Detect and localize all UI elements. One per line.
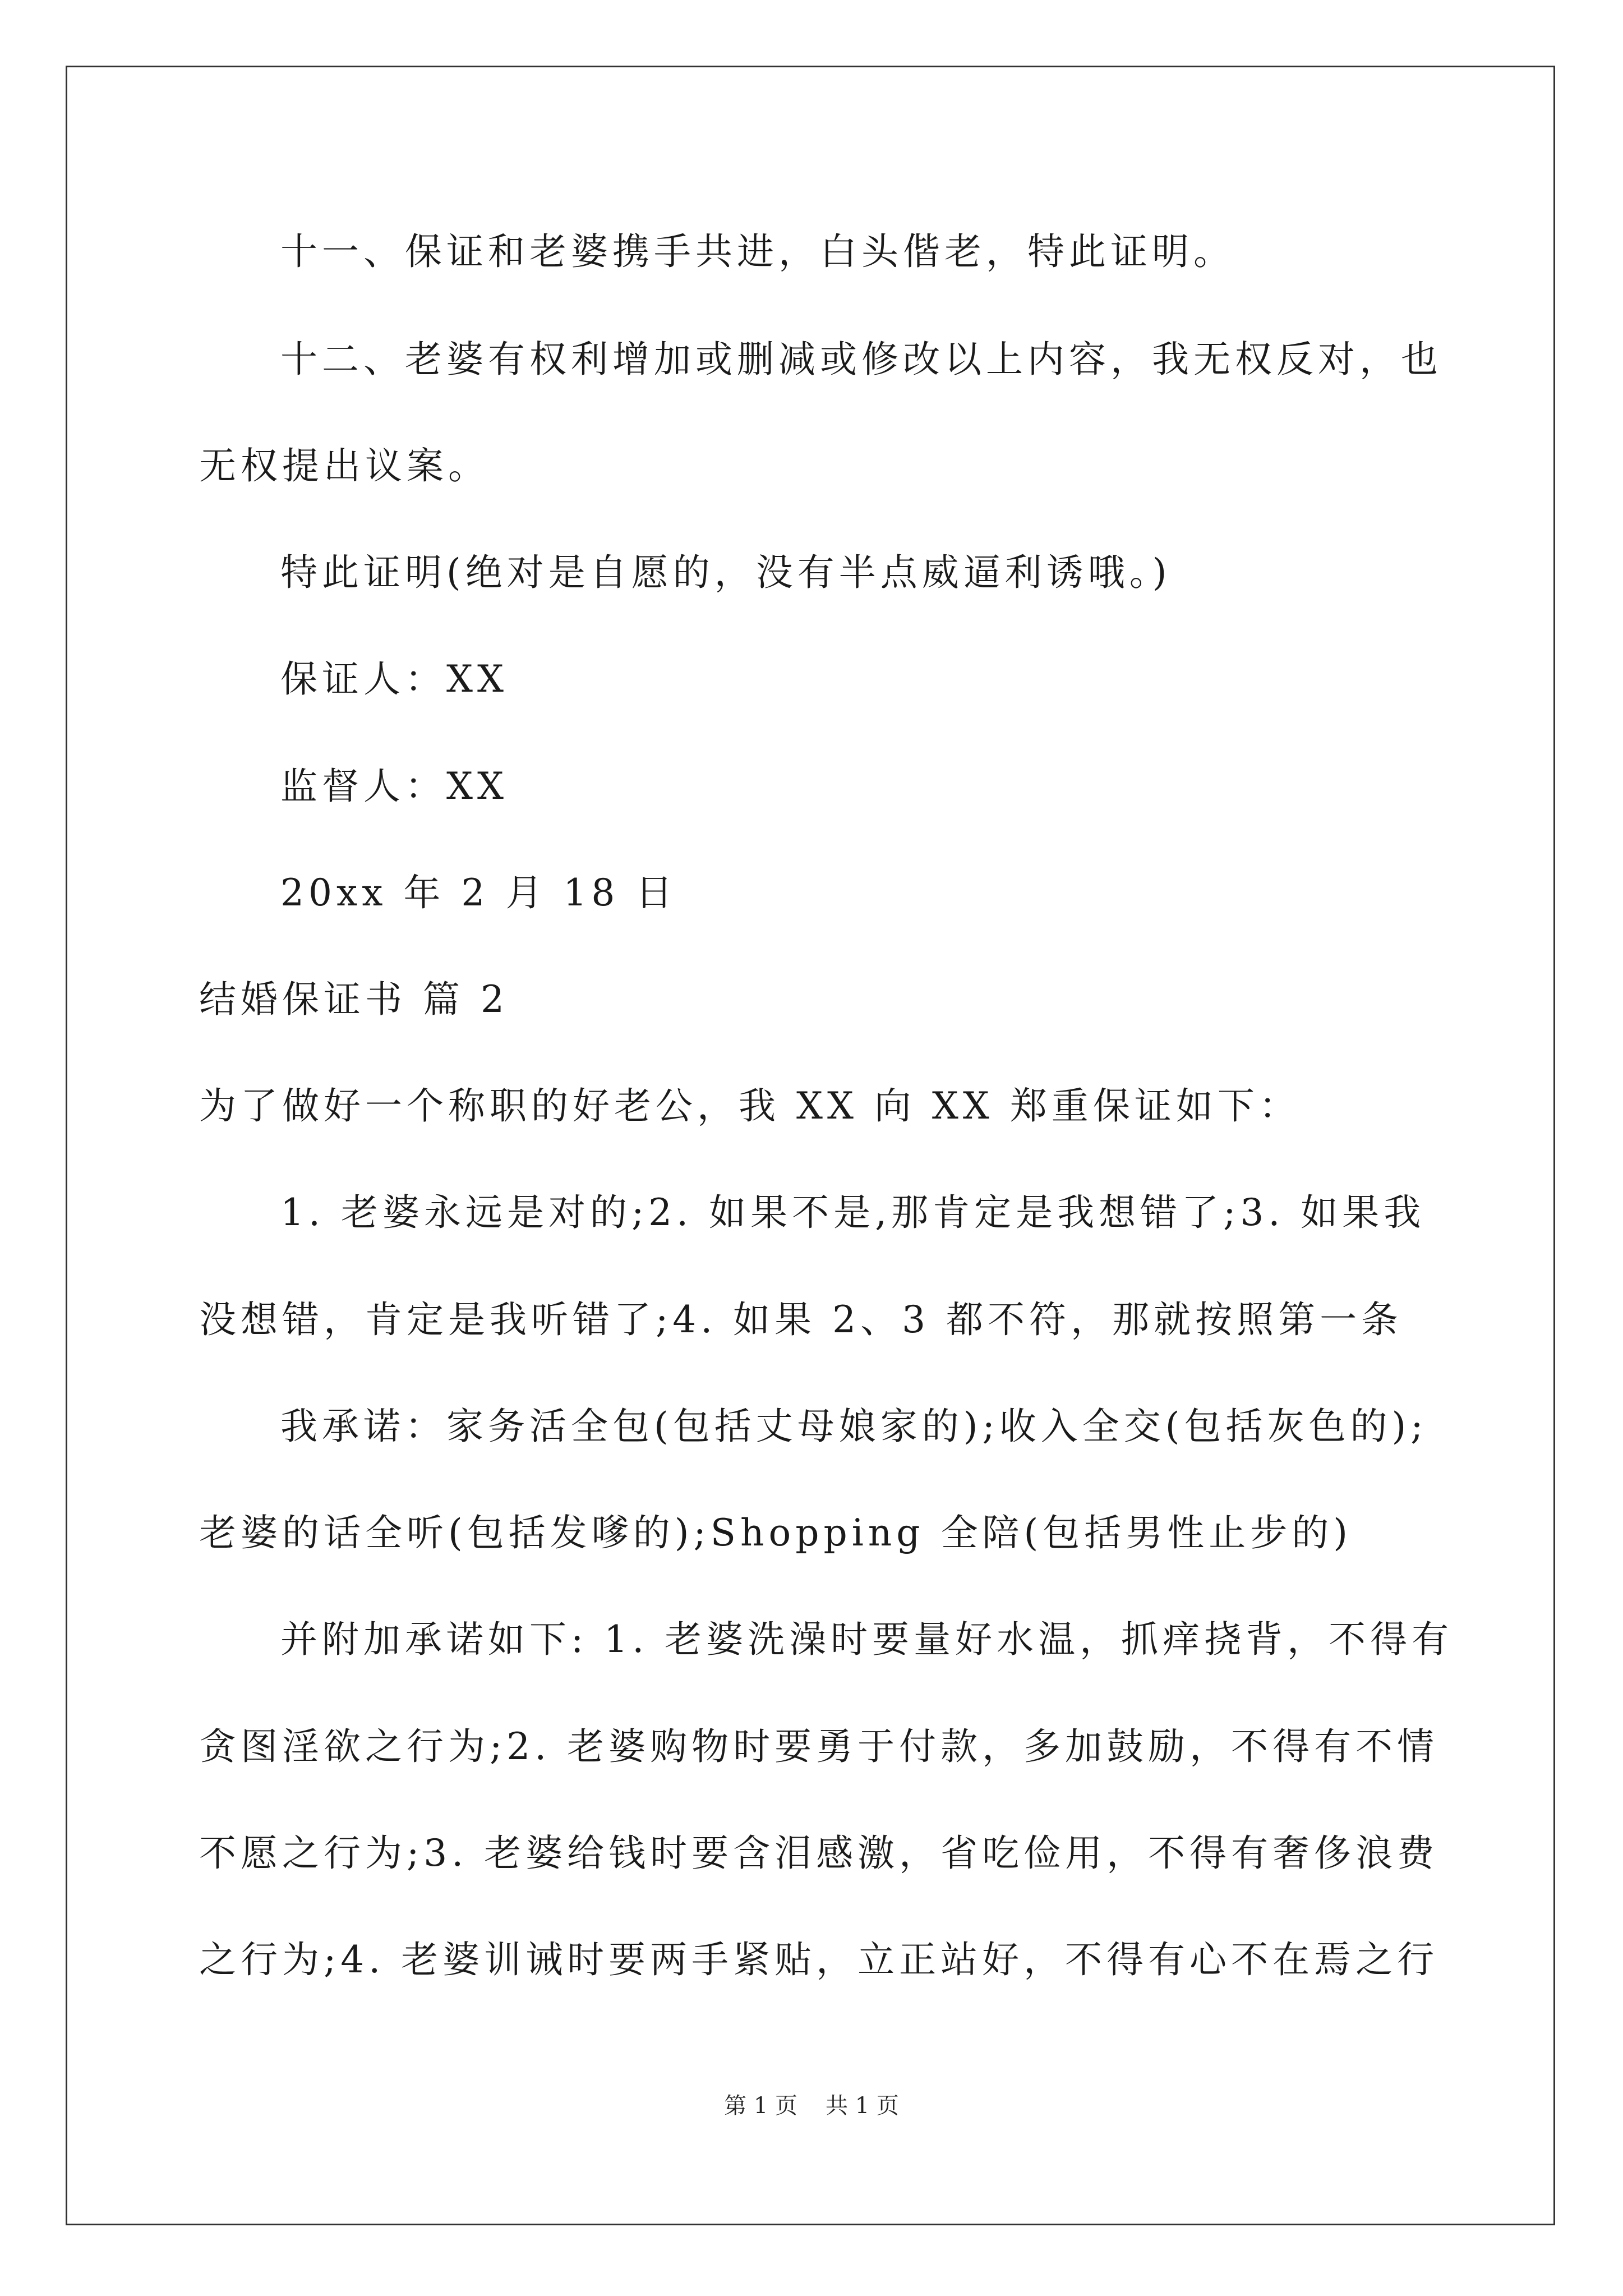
page-number: 第 1 页 <box>724 2093 797 2119</box>
supervisor-line: 监督人：XX <box>280 765 508 808</box>
paragraph-line: 特此证明(绝对是自愿的，没有半点威逼利诱哦。) <box>280 551 1172 594</box>
paragraph-line: 1. 老婆永远是对的;2. 如果不是,那肯定是我想错了;3. 如果我 <box>280 1191 1426 1234</box>
section-heading: 结婚保证书 篇 2 <box>199 978 509 1021</box>
date-line: 20xx 年 2 月 18 日 <box>280 871 677 914</box>
paragraph-line: 为了做好一个称职的好老公，我 XX 向 XX 郑重保证如下： <box>199 1084 1301 1128</box>
paragraph-line: 无权提出议案。 <box>199 444 490 487</box>
paragraph-line: 没想错，肯定是我听错了;4. 如果 2、3 都不符，那就按照第一条 <box>199 1298 1403 1341</box>
paragraph-line: 不愿之行为;3. 老婆给钱时要含泪感激，省吃俭用，不得有奢侈浪费 <box>199 1832 1439 1875</box>
signer-line: 保证人：XX <box>280 657 508 701</box>
paragraph-line: 老婆的话全听(包括发嗲的);Shopping 全陪(包括男性止步的) <box>199 1511 1353 1554</box>
paragraph-line: 十二、老婆有权利增加或删减或修改以上内容，我无权反对，也 <box>280 338 1442 381</box>
paragraph-line: 贪图淫欲之行为;2. 老婆购物时要勇于付款，多加鼓励，不得有不情 <box>199 1725 1439 1768</box>
page-total: 共 1 页 <box>826 2093 899 2119</box>
page-border <box>66 66 1555 2225</box>
paragraph-line: 十一、保证和老婆携手共进，白头偕老，特此证明。 <box>280 230 1235 273</box>
paragraph-line: 并附加承诺如下: 1. 老婆洗澡时要量好水温，抓痒挠背，不得有 <box>280 1618 1454 1661</box>
paragraph-line: 我承诺：家务活全包(包括丈母娘家的);收入全交(包括灰色的); <box>280 1405 1428 1448</box>
page-footer <box>0 2088 1623 2120</box>
paragraph-line: 之行为;4. 老婆训诫时要两手紧贴，立正站好，不得有心不在焉之行 <box>199 1938 1439 1981</box>
